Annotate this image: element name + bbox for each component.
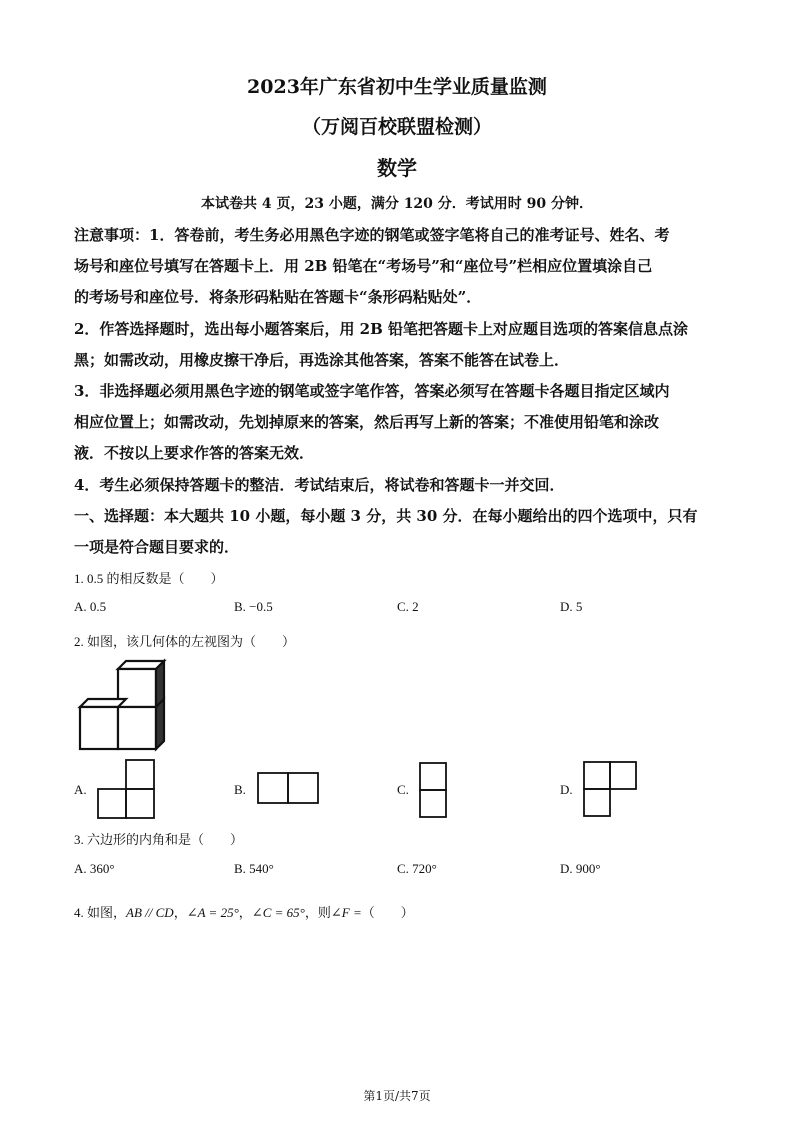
question-1-option-c: C. 2 bbox=[397, 599, 419, 614]
question-3-stem: 3. 六边形的内角和是（ ） bbox=[74, 832, 244, 847]
notes-line: 黑；如需改动，用橡皮擦干净后，再选涂其他答案，答案不能答在试卷上． bbox=[74, 351, 570, 369]
option-c-view-figure bbox=[419, 762, 449, 820]
question-1-option-b: B. −0.5 bbox=[234, 599, 273, 614]
question-3-option-a: A. 360° bbox=[74, 861, 115, 876]
question-4-suffix: （ ） bbox=[361, 905, 414, 920]
question-4-stem bbox=[74, 902, 414, 921]
exam-subtitle: （万阅百校联盟检测） bbox=[301, 116, 492, 138]
notes-line: 的考场号和座位号．将条形码粘贴在答题卡“条形码粘贴处”． bbox=[74, 288, 482, 306]
notes-line: 2．作答选择题时，选出每小题答案后，用 2B 铅笔把答题卡上对应题目选项的答案信息点涂 bbox=[74, 320, 689, 338]
notes-line: 3．非选择题必须用黑色字迹的钢笔或签字笔作答，答案必须写在答题卡各题目指定区域内 bbox=[74, 382, 670, 400]
notes-line: 注意事项：1．答卷前，考生务必用黑色字迹的钢笔或签字笔将自己的准考证号、姓名、考 bbox=[74, 226, 670, 244]
cube-solid-figure bbox=[74, 655, 174, 755]
question-2-option-b: B. bbox=[234, 782, 246, 797]
math-angle-f: ∠F = bbox=[330, 905, 362, 920]
section-heading: 一项是符合题目要求的． bbox=[74, 538, 240, 556]
question-1-option-d: D. 5 bbox=[560, 599, 583, 614]
question-3-option-b: B. 540° bbox=[234, 861, 274, 876]
exam-info: 本试卷共 4 页，23 小题，满分 120 分．考试用时 90 分钟． bbox=[200, 196, 594, 212]
question-4-prefix: 4. 如图， bbox=[74, 905, 127, 920]
notes-line: 4．考生必须保持答题卡的整洁．考试结束后，将试卷和答题卡一并交回． bbox=[74, 476, 565, 494]
notes-line: 液．不按以上要求作答的答案无效． bbox=[74, 444, 315, 462]
question-2-stem: 2. 如图，该几何体的左视图为（ ） bbox=[74, 634, 296, 649]
question-4-separator: ， bbox=[173, 905, 187, 920]
math-parallel: AB // CD bbox=[126, 905, 174, 920]
math-angle-a: ∠A = 25° bbox=[186, 905, 239, 920]
question-2-option-d: D. bbox=[560, 782, 573, 797]
notes-line: 相应位置上；如需改动，先划掉原来的答案，然后再写上新的答案；不准使用铅笔和涂改 bbox=[74, 413, 660, 431]
option-d-view-figure bbox=[583, 760, 639, 818]
page-footer: 第1页/共7页 bbox=[363, 1089, 431, 1103]
question-4-separator: ，则 bbox=[304, 905, 331, 920]
question-2-option-a: A. bbox=[74, 782, 87, 797]
question-1-stem: 1. 0.5 的相反数是（ ） bbox=[74, 571, 224, 586]
notes-line: 场号和座位号填写在答题卡上．用 2B 铅笔在“考场号”和“座位号”栏相应位置填涂自己 bbox=[74, 257, 653, 275]
question-1-option-a: A. 0.5 bbox=[74, 599, 107, 614]
section-heading: 一、选择题：本大题共 10 小题，每小题 3 分，共 30 分．在每小题给出的四个选项中，只有 bbox=[74, 507, 698, 525]
math-angle-c: ∠C = 65° bbox=[251, 905, 305, 920]
question-4-separator: ， bbox=[238, 905, 252, 920]
subject-title: 数学 bbox=[377, 156, 417, 180]
question-3-option-d: D. 900° bbox=[560, 861, 601, 876]
option-b-view-figure bbox=[257, 772, 319, 806]
option-a-view-figure bbox=[97, 758, 157, 820]
question-2-option-c: C. bbox=[397, 782, 409, 797]
exam-title: 2023年广东省初中生学业质量监测 bbox=[247, 76, 547, 98]
question-3-option-c: C. 720° bbox=[397, 861, 437, 876]
